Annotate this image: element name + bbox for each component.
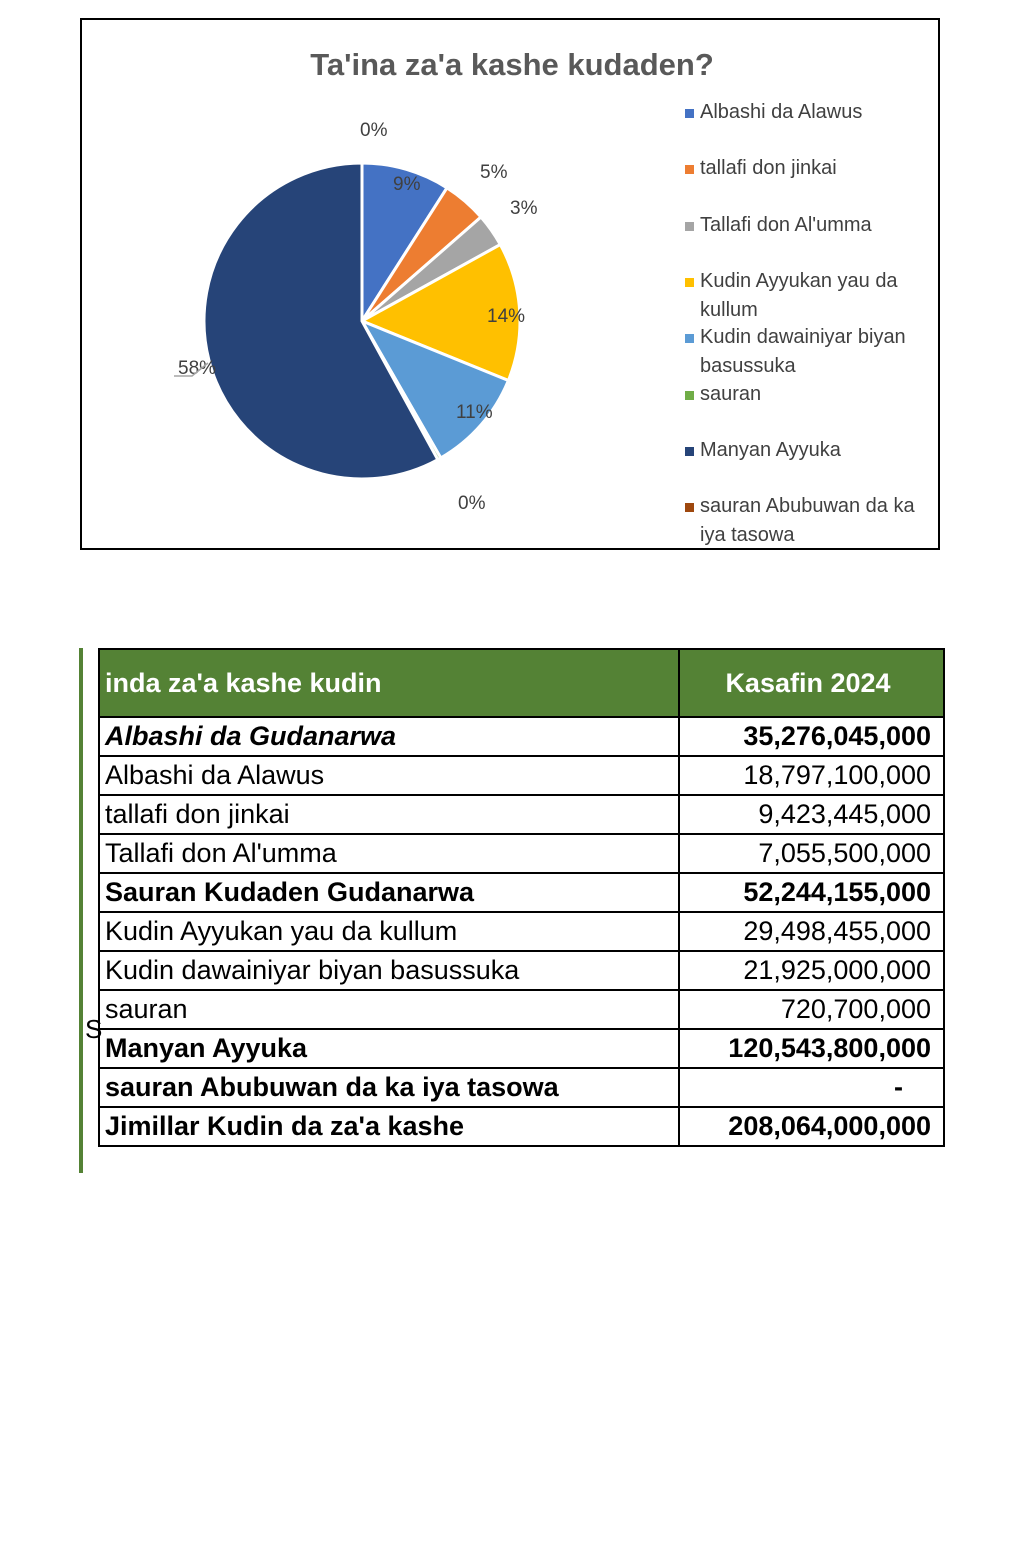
chart-legend xyxy=(685,101,915,546)
legend-item-sauran xyxy=(685,383,761,405)
pie-chart xyxy=(82,20,938,548)
row-category: Sauran Kudaden Gudanarwa xyxy=(99,873,679,912)
row-amount: 52,244,155,000 xyxy=(679,873,944,912)
table-row xyxy=(99,1029,944,1068)
legend-item-tallafi-don-al-umma xyxy=(685,214,873,236)
legend-label: Albashi da Alawus xyxy=(700,101,863,123)
legend-label: Kudin Ayyukan yau da kullum xyxy=(700,270,898,321)
table-stub-letter: S xyxy=(85,1014,103,1044)
table-header-row xyxy=(99,649,944,717)
table-row xyxy=(99,1107,944,1146)
legend-item-tallafi-don-jinkai xyxy=(685,157,837,179)
pie-label-sauran: 0% xyxy=(360,120,388,141)
table-row xyxy=(99,951,944,990)
legend-swatch xyxy=(685,334,694,343)
row-amount: 9,423,445,000 xyxy=(679,795,944,834)
legend-swatch xyxy=(685,165,694,174)
legend-swatch xyxy=(685,222,694,231)
row-amount: 29,498,455,000 xyxy=(679,912,944,951)
legend-swatch xyxy=(685,391,694,400)
row-amount: 21,925,000,000 xyxy=(679,951,944,990)
table-row xyxy=(99,834,944,873)
pie-label-albashi-da-alawus: 9% xyxy=(393,174,421,195)
legend-item-kudin-dawainiyar-biyan-basussuka xyxy=(685,326,906,377)
row-category: Tallafi don Al'umma xyxy=(99,834,679,873)
row-category: Kudin dawainiyar biyan basussuka xyxy=(99,951,679,990)
legend-label: tallafi don jinkai xyxy=(700,157,837,179)
row-category: Jimillar Kudin da za'a kashe xyxy=(99,1107,679,1146)
row-amount: 18,797,100,000 xyxy=(679,756,944,795)
table-row xyxy=(99,717,944,756)
pie-label-tallafi-don-al-umma: 3% xyxy=(510,198,538,219)
pie-label-kudin-ayyukan-yau-da-kullum: 14% xyxy=(487,306,526,327)
header-category: inda za'a kashe kudin xyxy=(99,649,679,717)
row-amount: 720,700,000 xyxy=(679,990,944,1029)
table-row xyxy=(99,990,944,1029)
row-category: Manyan Ayyuka xyxy=(99,1029,679,1068)
legend-label: sauran xyxy=(700,383,762,405)
row-amount: 35,276,045,000 xyxy=(679,717,944,756)
legend-item-albashi-da-alawus xyxy=(685,101,862,123)
legend-label: sauran Abubuwan da ka iya tasowa xyxy=(700,495,915,546)
row-amount: 208,064,000,000 xyxy=(679,1107,944,1146)
table-row xyxy=(99,912,944,951)
pie-label-manyan-ayyuka: 58% xyxy=(178,358,217,379)
table-left-rule xyxy=(79,648,83,1173)
table-row xyxy=(99,795,944,834)
pie-label-kudin-dawainiyar-biyan-basussuka: 11% xyxy=(456,402,493,423)
row-amount: 120,543,800,000 xyxy=(679,1029,944,1068)
row-amount: - xyxy=(679,1068,944,1107)
row-category: Kudin Ayyukan yau da kullum xyxy=(99,912,679,951)
row-category: tallafi don jinkai xyxy=(99,795,679,834)
row-category: sauran xyxy=(99,990,679,1029)
header-budget-2024: Kasafin 2024 xyxy=(679,649,944,717)
pie-label-sauran-abubuwan-da-ka-iya-tasowa: 0% xyxy=(458,493,486,514)
row-category: Albashi da Alawus xyxy=(99,756,679,795)
pie-slices xyxy=(204,163,520,479)
legend-swatch xyxy=(685,278,694,287)
legend-label: Manyan Ayyuka xyxy=(700,439,841,461)
row-category: Albashi da Gudanarwa xyxy=(99,717,679,756)
legend-swatch xyxy=(685,109,694,118)
row-amount: 7,055,500,000 xyxy=(679,834,944,873)
legend-item-manyan-ayyuka xyxy=(685,439,842,461)
budget-table xyxy=(98,648,945,1147)
legend-swatch xyxy=(685,447,694,456)
row-category: sauran Abubuwan da ka iya tasowa xyxy=(99,1068,679,1107)
legend-item-kudin-ayyukan-yau-da-kullum xyxy=(685,270,898,321)
chart-title: Ta'ina za'a kashe kudaden? xyxy=(310,47,714,82)
table-row xyxy=(99,873,944,912)
legend-label: Kudin dawainiyar biyan basussuka xyxy=(700,326,906,377)
legend-swatch xyxy=(685,503,694,512)
table-row xyxy=(99,1068,944,1107)
legend-item-sauran-abubuwan-da-ka-iya-tasowa xyxy=(685,495,915,546)
pie-chart-panel xyxy=(80,18,940,550)
legend-label: Tallafi don Al'umma xyxy=(700,214,872,236)
table-row xyxy=(99,756,944,795)
pie-label-tallafi-don-jinkai: 5% xyxy=(480,162,508,183)
